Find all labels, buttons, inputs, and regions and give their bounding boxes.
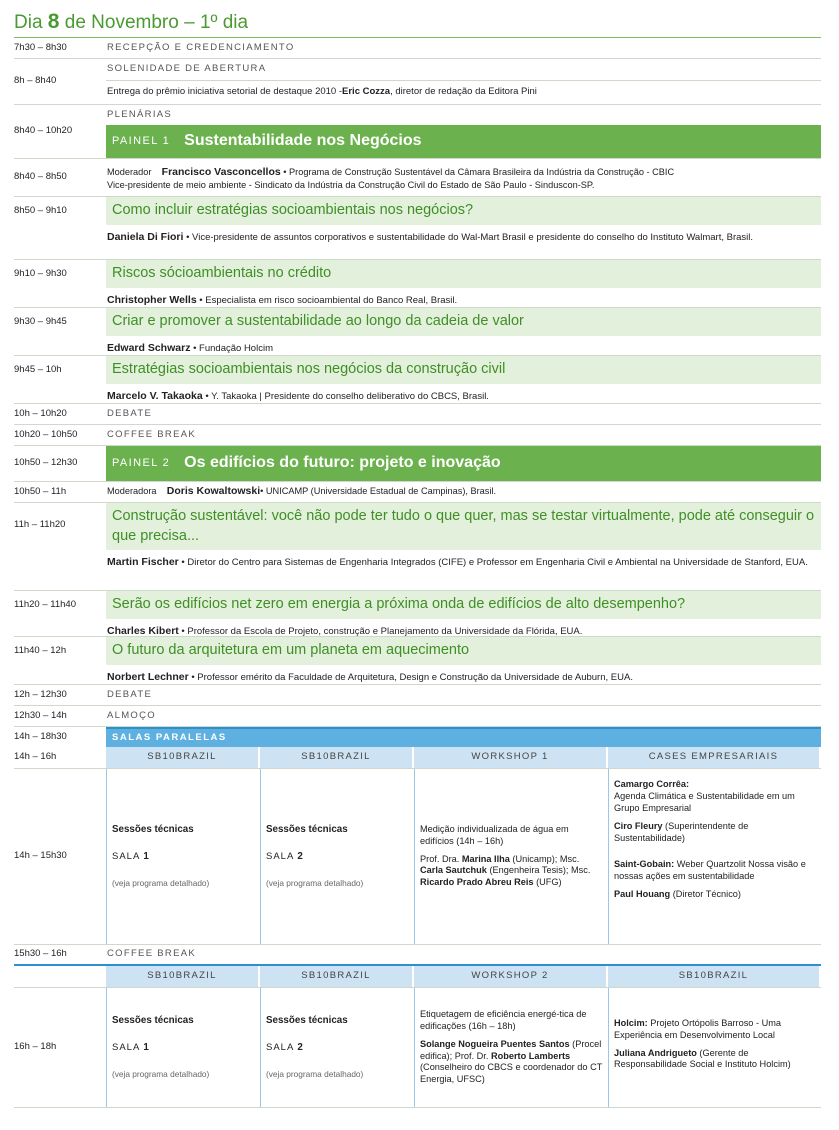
column-head: WORKSHOP 2 bbox=[414, 966, 608, 987]
room-number: 1 bbox=[143, 1042, 150, 1054]
label: DEBATE bbox=[107, 407, 153, 419]
speaker-desc: • Y. Takaoka | Presidente do conselho deliberativo do CBCS, Brasil. bbox=[202, 390, 489, 402]
column-head: SB10BRAZIL bbox=[106, 966, 260, 987]
room-number: 2 bbox=[297, 1042, 304, 1054]
session-note: (veja programa detalhado) bbox=[266, 1068, 364, 1079]
talk-title: Como incluir estratégias socioambientais nos negócios? bbox=[106, 197, 821, 225]
column-head: WORKSHOP 1 bbox=[414, 747, 608, 768]
speaker-name: Daniela Di Fiori bbox=[107, 230, 184, 243]
workshop-2 bbox=[414, 988, 608, 1107]
speaker-desc: • Professor emérito da Faculdade de Arquitetura, Design e Construção da Universidade de Auburn, EUA. bbox=[188, 671, 633, 683]
speaker-desc: • Fundação Holcim bbox=[190, 342, 273, 354]
column-head: CASES EMPRESARIAIS bbox=[608, 747, 821, 768]
row-debate-1 bbox=[14, 404, 821, 425]
name: Carla Sautchuk bbox=[420, 865, 487, 876]
room-label: SALA bbox=[112, 1042, 140, 1054]
time: 14h – 18h30 bbox=[14, 730, 67, 742]
salas-paralelas-header: SALAS PARALELAS bbox=[106, 727, 821, 747]
session-room-2 bbox=[260, 769, 414, 944]
panel-number: 2 bbox=[162, 457, 171, 470]
speaker-name: Edward Schwarz bbox=[107, 341, 191, 354]
row-talk-3 bbox=[14, 308, 821, 356]
row-block2-body bbox=[14, 988, 821, 1108]
name: Ciro Fleury bbox=[614, 820, 663, 831]
session-room-1 bbox=[106, 769, 260, 944]
cases-empresariais bbox=[608, 769, 821, 944]
speaker-name: Marcelo V. Takaoka bbox=[107, 389, 203, 402]
row-talk-2 bbox=[14, 260, 821, 308]
speaker-desc: • Diretor do Centro para Sistemas de Engenharia Integrados (CIFE) e Professor em Engenharia Civil e Ambiental na Universidade de Stanford, EUA. bbox=[178, 557, 808, 569]
row-debate-2 bbox=[14, 685, 821, 706]
desc: • UNICAMP (Universidade Estadual de Campinas), Brasil. bbox=[260, 486, 497, 497]
time: 8h40 – 10h20 bbox=[14, 125, 73, 137]
time: 11h20 – 11h40 bbox=[14, 599, 76, 610]
text: (Unicamp); Msc. bbox=[509, 853, 580, 864]
row-talk-5 bbox=[14, 503, 821, 591]
row-block1-body bbox=[14, 769, 821, 945]
company-name: Camargo Corrêa: bbox=[614, 779, 690, 789]
title-day: 8 bbox=[47, 10, 60, 33]
panel-title: Sustentabilidade nos Negócios bbox=[184, 132, 422, 150]
text: Prof. Dra. bbox=[420, 853, 462, 864]
time: 7h30 – 8h30 bbox=[14, 41, 67, 53]
row-moderador-1 bbox=[14, 159, 821, 197]
label: SOLENIDADE DE ABERTURA bbox=[106, 59, 821, 81]
time: 9h45 – 10h bbox=[14, 364, 62, 375]
time: 14h – 16h bbox=[14, 751, 57, 763]
time: 8h – 8h40 bbox=[14, 75, 57, 87]
abertura-text bbox=[106, 81, 821, 104]
panel-1-header bbox=[106, 125, 821, 158]
time: 15h30 – 16h bbox=[14, 948, 67, 960]
time: 11h40 – 12h bbox=[14, 645, 67, 656]
room-number: 2 bbox=[297, 851, 304, 863]
speaker-name: Norbert Lechner bbox=[107, 670, 189, 683]
panel-prefix: PAINEL bbox=[112, 135, 159, 148]
label: RECEPÇÃO E CREDENCIAMENTO bbox=[107, 41, 295, 53]
cases-sb10 bbox=[608, 988, 821, 1107]
session-note: (veja programa detalhado) bbox=[112, 1068, 210, 1079]
desc: Vice-presidente de meio ambiente - Sindicato da Indústria da Construção Civil do Estado de São Paulo - Sinduscon-SP. bbox=[107, 179, 595, 190]
time: 8h50 – 9h10 bbox=[14, 205, 67, 216]
speaker-desc: • Especialista em risco socioambiental do Banco Real, Brasil. bbox=[196, 294, 458, 306]
label: DEBATE bbox=[107, 688, 153, 700]
row-recepcao bbox=[14, 38, 821, 59]
room-number: 1 bbox=[143, 851, 150, 863]
company-name: Saint-Gobain: bbox=[614, 858, 675, 869]
row-talk-6 bbox=[14, 591, 821, 637]
panel-number: 1 bbox=[162, 135, 171, 148]
talk-title: O futuro da arquitetura em um planeta em aquecimento bbox=[106, 637, 821, 665]
text: (Gerente de Responsabilidade Social e Instituto Holcim) bbox=[614, 1047, 791, 1070]
case-title: Agenda Climática e Sustentabilidade em um Grupo Empresarial bbox=[614, 790, 795, 813]
speaker-desc: • Vice-presidente de assuntos corporativos e sustentabilidade do Wal-Mart Brasil e presidente do conselho do Instituto Walmart, Brasil. bbox=[183, 231, 754, 243]
case-title: Projeto Ortópolis Barroso - Uma Experiência em Desenvolvimento Local bbox=[614, 1017, 781, 1040]
column-head: SB10BRAZIL bbox=[106, 747, 260, 768]
text: (Diretor Técnico) bbox=[670, 888, 741, 899]
company-name: Holcim: bbox=[614, 1017, 648, 1028]
row-talk-1 bbox=[14, 197, 821, 260]
role: Moderadora bbox=[107, 486, 157, 497]
panel-prefix: PAINEL bbox=[112, 457, 159, 470]
workshop-title: Medição individualizada de água em edifícios (14h – 16h) bbox=[420, 823, 569, 846]
row-coffee-1 bbox=[14, 425, 821, 446]
name: Eric Cozza bbox=[342, 86, 391, 98]
label: ALMOÇO bbox=[107, 709, 156, 721]
row-salas-paralelas bbox=[14, 727, 821, 747]
time: 10h20 – 10h50 bbox=[14, 428, 78, 440]
time: 8h40 – 8h50 bbox=[14, 171, 67, 183]
time: 12h30 – 14h bbox=[14, 709, 67, 721]
session-label: Sessões técnicas bbox=[266, 1015, 348, 1027]
time: 10h50 – 12h30 bbox=[14, 457, 78, 469]
row-talk-4 bbox=[14, 356, 821, 404]
time: 12h – 12h30 bbox=[14, 688, 67, 700]
time: 9h10 – 9h30 bbox=[14, 268, 67, 279]
label: COFFEE BREAK bbox=[107, 948, 196, 960]
workshop-title: Etiquetagem de eficiência energé-tica de edificações (16h – 18h) bbox=[420, 1008, 587, 1031]
talk-title: Construção sustentável: você não pode ter tudo o que quer, mas se testar virtualmente, pode até conseguir o que precisa... bbox=[106, 503, 821, 550]
session-note: (veja programa detalhado) bbox=[112, 877, 210, 888]
text: (Engenheira Tesis); Msc. bbox=[486, 865, 591, 876]
text: (UFG) bbox=[533, 877, 562, 888]
page-title bbox=[14, 0, 821, 38]
time: 10h50 – 11h bbox=[14, 485, 67, 497]
row-moderador-2 bbox=[14, 482, 821, 503]
room-label: SALA bbox=[266, 851, 294, 863]
talk-title: Criar e promover a sustentabilidade ao longo da cadeia de valor bbox=[106, 308, 821, 336]
session-label: Sessões técnicas bbox=[266, 824, 348, 836]
row-block2-head bbox=[14, 966, 821, 988]
row-almoco bbox=[14, 706, 821, 727]
row-talk-7 bbox=[14, 637, 821, 685]
panel-2-header bbox=[106, 446, 821, 481]
name: Roberto Lamberts bbox=[490, 1050, 571, 1061]
talk-title: Riscos sócioambientais no crédito bbox=[106, 260, 821, 288]
desc: • Programa de Construção Sustentável da Câmara Brasileira da Indústria da Construção - CBIC bbox=[280, 167, 675, 177]
session-room-2 bbox=[260, 988, 414, 1107]
talk-title: Serão os edifícios net zero em energia a próxima onda de edifícios de alto desempenho? bbox=[106, 591, 821, 619]
panel-title: Os edifícios do futuro: projeto e inovação bbox=[184, 454, 501, 472]
session-label: Sessões técnicas bbox=[112, 1015, 194, 1027]
name: Juliana Andrigueto bbox=[614, 1047, 697, 1058]
time: 14h – 15h30 bbox=[14, 850, 67, 862]
title-suffix: de Novembro – 1º dia bbox=[64, 12, 249, 33]
name: Paul Houang bbox=[614, 888, 671, 899]
session-room-1 bbox=[106, 988, 260, 1107]
time-empty bbox=[14, 966, 106, 987]
speaker-desc: • Professor da Escola de Projeto, construção e Planejamento da Universidade da Flórida, EUA. bbox=[178, 625, 583, 637]
time: 9h30 – 9h45 bbox=[14, 316, 67, 327]
row-coffee-2 bbox=[14, 945, 821, 966]
speaker-name: Martin Fischer bbox=[107, 556, 179, 569]
row-block1-head bbox=[14, 747, 821, 769]
session-label: Sessões técnicas bbox=[112, 824, 194, 836]
column-head: SB10BRAZIL bbox=[260, 966, 414, 987]
session-note: (veja programa detalhado) bbox=[266, 877, 364, 888]
speaker-name: Christopher Wells bbox=[107, 293, 197, 306]
text: (Superintendente de Sustentabilidade) bbox=[614, 820, 749, 843]
row-plenarias bbox=[14, 105, 821, 159]
time: 16h – 18h bbox=[14, 1041, 57, 1053]
label: PLENÁRIAS bbox=[107, 108, 173, 120]
column-head: SB10BRAZIL bbox=[260, 747, 414, 768]
name: Francisco Vasconcellos bbox=[161, 166, 281, 178]
row-panel-2 bbox=[14, 446, 821, 482]
name: Doris Kowaltowski bbox=[166, 485, 261, 498]
name: Marina Ilha bbox=[461, 853, 510, 864]
name: Ricardo Prado Abreu Reis bbox=[420, 877, 534, 888]
column-head: SB10BRAZIL bbox=[608, 966, 821, 987]
label: COFFEE BREAK bbox=[107, 428, 196, 440]
text: , diretor de redação da Editora Pini bbox=[390, 86, 537, 98]
talk-title: Estratégias socioambientais nos negócios da construção civil bbox=[106, 356, 821, 384]
role: Moderador bbox=[107, 167, 152, 177]
name: Solange Nogueira Puentes Santos bbox=[420, 1038, 570, 1049]
speaker-name: Charles Kibert bbox=[107, 624, 179, 637]
workshop-1 bbox=[414, 769, 608, 944]
title-prefix: Dia bbox=[14, 12, 43, 33]
room-label: SALA bbox=[266, 1042, 294, 1054]
case-title: Weber Quartzolit Nossa visão e nossas ações em sustentabilidade bbox=[614, 858, 806, 881]
room-label: SALA bbox=[112, 851, 140, 863]
text: Entrega do prêmio iniciativa setorial de destaque 2010 - bbox=[107, 86, 343, 98]
text: (Conselheiro do CBCS e coordenador do CT Energia, UFSC) bbox=[420, 1062, 603, 1085]
text: (Procel edifica); Prof. Dr. bbox=[420, 1038, 602, 1061]
time: 11h – 11h20 bbox=[14, 519, 66, 530]
row-abertura bbox=[14, 59, 821, 105]
time: 10h – 10h20 bbox=[14, 407, 67, 419]
